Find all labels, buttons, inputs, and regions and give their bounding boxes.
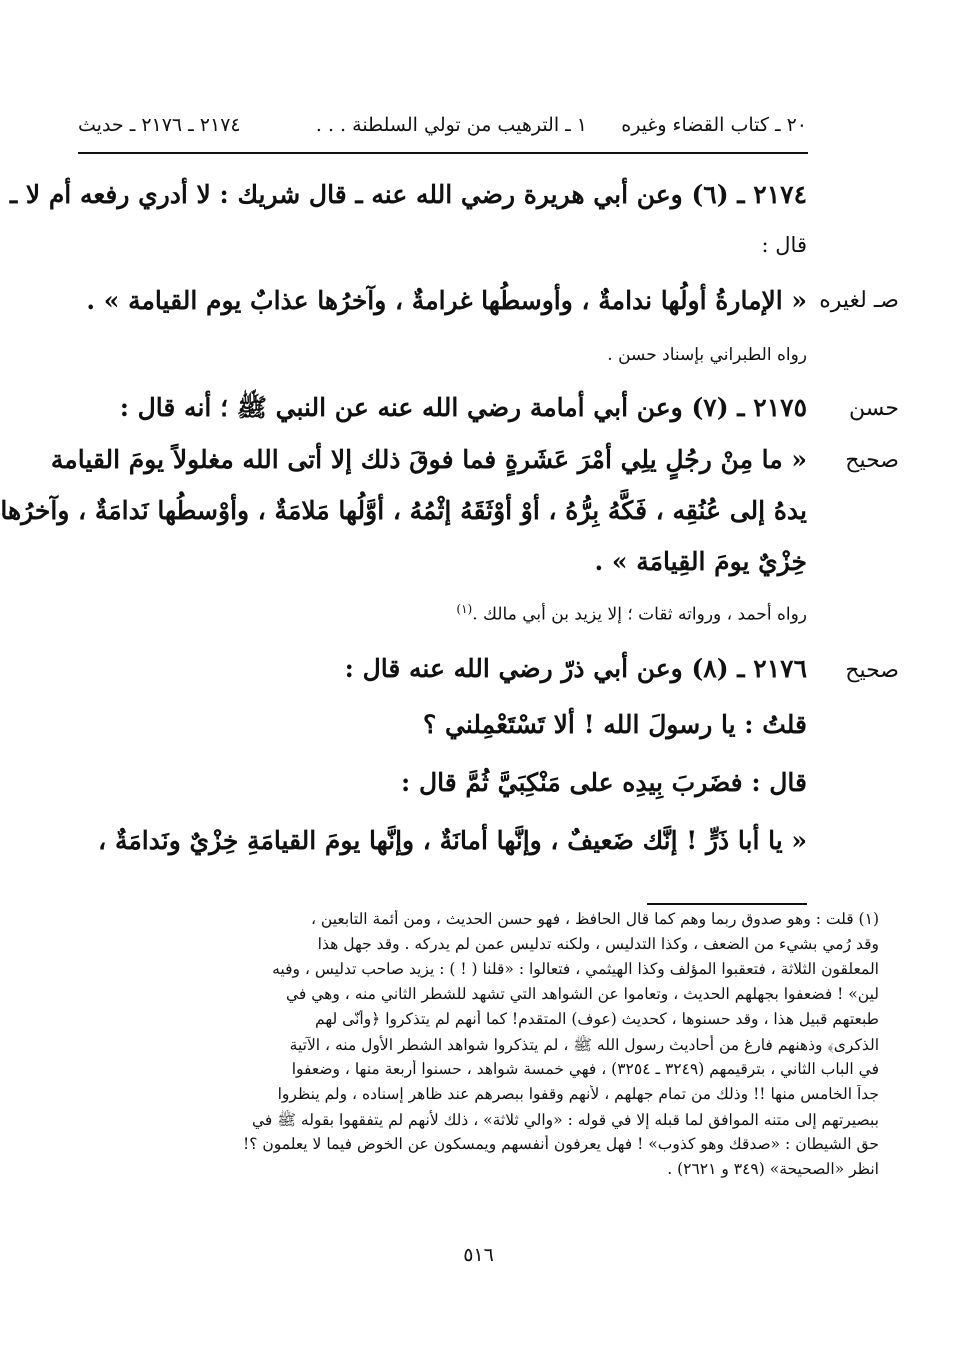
hadith-2175-source	[456, 602, 807, 625]
footnote-marker: (١)	[456, 602, 473, 616]
hadith-2174-qal: قال :	[761, 233, 807, 257]
hadith-2175-intro: ٢١٧٥ ـ (٧) وعن أبي أمامة رضي الله عنه عن النبي ﷺ ؛ أنه قال :	[119, 393, 807, 422]
hadith-2175-grade-sahih: صحيح	[845, 448, 899, 473]
footnote-line: (١) قلت : وهو صدوق ربما وهم كما قال الحافظ ، فهو حسن الحديث ، ومن أئمة التابعين ،	[310, 910, 879, 928]
hadith-2176-intro: ٢١٧٦ ـ (٨) وعن أبي ذرّ رضي الله عنه قال :	[344, 654, 807, 683]
footnote-line: انظر «الصحيحة» (٣٤٩ و ٢٦٢١) .	[667, 1160, 879, 1178]
header-rule	[78, 152, 808, 154]
header-hadith-range: ٢١٧٤ ـ ٢١٧٦ ـ حديث	[78, 114, 241, 136]
footnote-rule	[647, 903, 807, 905]
footnote-line: ببصيرتهم إلى متنه الموافق لما قبله إلا في قوله : «والي ثلاثة» ، ذلك لأنهم لم يتفقهوا بقوله ﷺ في	[252, 1111, 879, 1129]
page-number: ٥١٦	[463, 1244, 494, 1266]
header-chapter: ١ ـ الترهيب من تولي السلطنة . . .	[315, 114, 587, 136]
hadith-2176-text-1: قلتُ : يا رسولَ الله ! ألا تَسْتَعْمِلني ؟	[423, 710, 807, 739]
hadith-2175-source-text: رواه أحمد ، ورواته ثقات ؛ إلا يزيد بن أبي مالك .	[472, 604, 807, 625]
header-book: ٢٠ ـ كتاب القضاء وغيره	[621, 114, 807, 136]
footnote-line: لين» ! فضعفوا بجهلهم الحديث ، وتعاموا عن الشواهد التي تشهد للشطر الثاني منه ، وهي في	[286, 985, 879, 1003]
hadith-2176-grade: صحيح	[845, 658, 899, 683]
hadith-2174-grade: صـ لغيره	[819, 288, 899, 313]
footnote-line: وقد رُمي بشيء من الضعف ، وكذا التدليس ، ولكنه تدليس عمن لم يدركه . وقد جهل هذا	[317, 935, 879, 953]
hadith-2174-source: رواه الطبراني بإسناد حسن .	[607, 345, 807, 365]
hadith-2174-intro: ٢١٧٤ ـ (٦) وعن أبي هريرة رضي الله عنه ـ قال شريك : لا أدري رفعه أم لا ـ	[9, 180, 807, 209]
hadith-2175-grade-hasan: حسن	[849, 396, 899, 421]
hadith-2175-text-3: خِزْيٌ يومَ القِيامَة » .	[594, 547, 807, 576]
hadith-2176-text-2: قال : فضَربَ بِيدِه على مَنْكِبَيَّ ثُمَّ قال :	[401, 768, 807, 797]
footnote-line: في الباب الثاني ، بترقيمهم (٣٢٤٩ ـ ٣٢٥٤) ، فهي خمسة شواهد ، حسنوا أربعة منها ، وضعفوا	[291, 1060, 879, 1078]
hadith-2174-text: « الإمارةُ أولُها ندامةٌ ، وأوسطُها غرامةٌ ، وآخرُها عذابٌ يوم القيامة » .	[86, 286, 807, 315]
hadith-2175-text-1: « ما مِنْ رجُلٍ يلِي أمْرَ عَشَرةٍ فما فوقَ ذلك إلا أتى الله مغلولاً يومَ القيامة	[50, 445, 807, 474]
footnote-line: طبعتهم قبيل هذا ، وقد حسنوها ، كحديث (عوف) المتقدم! كما أنهم لم يتذكروا ﴿وأنّى لهم	[315, 1010, 879, 1028]
footnote-line: الذكرى﴾ وذهنهم فارغ من أحاديث رسول الله ﷺ ، لم يتذكروا شواهد الشطر الأول منه ، الآتية	[289, 1036, 879, 1054]
footnote-line: حق الشيطان : «صدقك وهو كذوب» ! فهل يعرفون أنفسهم ويمسكون عن الخوض فيما لا يعلمون ؟!	[242, 1135, 879, 1153]
hadith-2175-text-2: يدهُ إلى عُنُقِه ، فَكَّهُ بِرُّهُ ، أوْ أوْثَقَهُ إثْمُهُ ، أوَّلُها مَلامَةٌ ، وأوْسطُها نَدامَةٌ ، وآخرُها	[0, 496, 807, 525]
hadith-2176-text-3: « يا أبا ذَرٍّ ! إنَّك ضَعيفٌ ، وإنَّها أمانَةٌ ، وإنَّها يومَ القيامَةِ خِزْيٌ ونَدامَةٌ ،	[98, 826, 807, 855]
footnote-line: جداً الخامس منها !! وذلك من تمام جهلهم ، لأنهم وقفوا ببصرهم عند ظاهر إسناده ، ولم ينظروا	[277, 1085, 879, 1103]
footnote-line: المعلقون الثلاثة ، فتعقبوا المؤلف وكذا الهيثمي ، فتعالوا : «قلنا ( ! ) : يزيد صاحب تدليس ، وفيه	[272, 960, 879, 978]
